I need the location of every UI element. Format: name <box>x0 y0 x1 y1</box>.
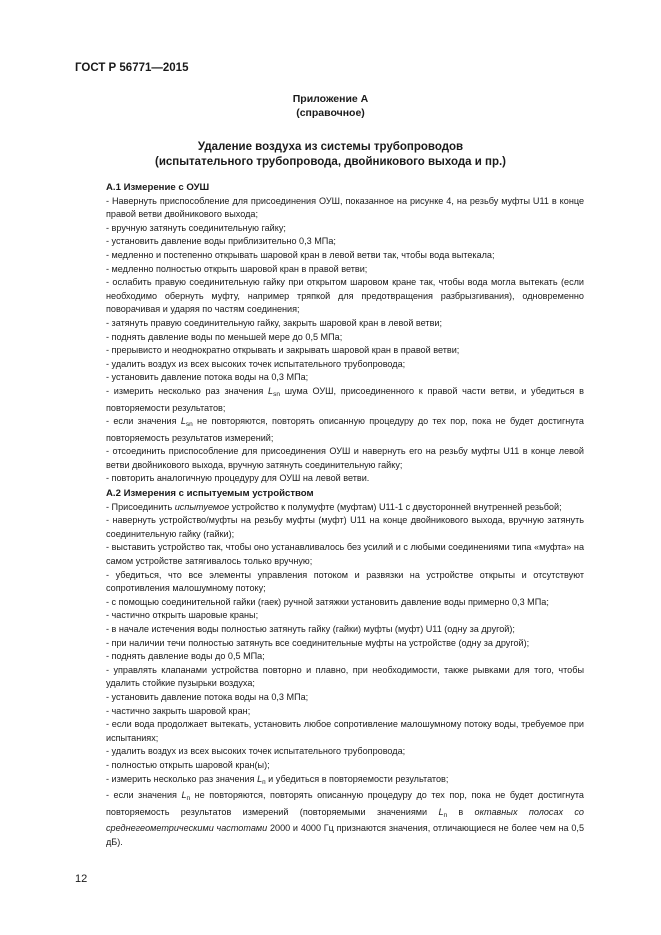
text-run: - Присоединить <box>106 501 175 512</box>
text-run: - измерить несколько раз значения <box>106 773 258 784</box>
symbol-l: L <box>257 773 263 784</box>
paragraph: - частично открыть шаровые краны; <box>106 610 259 621</box>
paragraph: - убедиться, что все элементы управления потоком и развязки на устройстве открыты и отсутствуют сопротивления малошумному потоку; <box>106 569 584 594</box>
paragraph <box>106 385 584 415</box>
paragraph: - с помощью соединительной гайки (гаек) ручной затяжки установить давление воды примерно 0,3 МПа; <box>106 596 549 607</box>
symbol-subscript: sn <box>185 421 193 429</box>
italic-term: испытуемое <box>174 501 230 512</box>
paragraph: - вручную затянуть соединительную гайку; <box>106 222 286 233</box>
page-number: 12 <box>75 873 88 885</box>
symbol-l: L <box>438 806 444 817</box>
text-run: в <box>447 806 475 817</box>
paragraph: - если вода продолжает вытекать, установить любое сопротивление малошумному потоку воды, требуемое при испытаниях; <box>106 719 584 743</box>
standard-header: ГОСТ Р 56771—2015 <box>75 62 189 74</box>
paragraph: - повторить аналогичную процедуру для ОУШ на левой ветви. <box>106 473 370 484</box>
paragraph: - навернуть устройство/муфты на резьбу муфты (муфт) U11 на конце двойникового выхода, вручную затянуть соединительную гайку (гайки); <box>106 515 584 539</box>
paragraph: - выставить устройство так, чтобы оно устанавливалось без усилий и с любыми соединениями типа «муфта» на самом устройстве затягивалось только вручную; <box>106 542 584 567</box>
paragraph: - в начале истечения воды полностью затянуть гайку (гайки) муфты (муфт) U11 (одну за другой); <box>106 624 515 634</box>
body-text <box>106 181 584 850</box>
heading-a1: А.1 Измерение с ОУШ <box>106 182 210 193</box>
paragraph: - установить давление потока воды на 0,3 МПа; <box>106 691 309 702</box>
section-title <box>0 140 661 170</box>
paragraph: - Навернуть приспособление для присоединения ОУШ, показанное на рисунке 4, на резьбу муфты U11 в конце правой ветви двойникового выхода; <box>106 195 584 220</box>
text-run: - если значения <box>106 790 182 801</box>
symbol-subscript: sn <box>273 390 280 398</box>
paragraph: - установить давление воды приблизительно 0,3 МПа; <box>106 236 336 247</box>
symbol-l: L <box>268 385 274 396</box>
text-run: не повторяются, повторять описанную процедуру до тех пор, пока не будет достигнута повторяемость результатов измерений (повторяемыми значениями <box>106 790 584 817</box>
italic-term: октавных полосах со среднегеометрическими частотами <box>106 806 584 834</box>
text-run: 2000 и 4000 Гц признаются значения, отличающиеся не более чем на 0,5 дБ). <box>106 823 585 847</box>
paragraph: - установить давление потока воды на 0,3 МПа; <box>106 372 309 383</box>
paragraph: - частично закрыть шаровой кран; <box>106 705 251 716</box>
paragraph <box>106 789 584 849</box>
paragraph: - управлять клапанами устройства повторно и плавно, при необходимости, также рывками для того, чтобы удалить стойкие пузырьки воздуха; <box>106 664 584 689</box>
text-run: и убедиться в повторяемости результатов; <box>265 773 449 784</box>
appendix-title: Приложение А <box>292 93 369 105</box>
title-line-1: Удаление воздуха из системы трубопроводов <box>197 141 464 153</box>
paragraph: - медленно и постепенно открывать шаровой кран в левой ветви так, чтобы вода вытекала; <box>106 249 495 260</box>
appendix-type: (справочное) <box>296 107 365 119</box>
paragraph <box>106 773 584 790</box>
paragraph: - удалить воздух из всех высоких точек испытательного трубопровода; <box>106 358 406 369</box>
paragraph: - при наличии течи полностью затянуть все соединительные муфты на устройстве (одну за другой); <box>106 637 530 648</box>
paragraph: - поднять давление воды по меньшей мере до 0,5 МПа; <box>106 331 343 342</box>
text-run: шума ОУШ, присоединенного к правой части ветви, и убедиться в повторяемости результатов; <box>106 385 584 413</box>
title-line-2: (испытательного трубопровода, двойникового выхода и пр.) <box>154 156 506 168</box>
symbol-subscript: п <box>186 795 191 803</box>
paragraph: - прерывисто и неоднократно открывать и закрывать шаровой кран в правой ветви; <box>106 345 460 356</box>
paragraph: - отсоединить приспособление для присоединения ОУШ и навернуть его на резьбу муфты U11 в конце левой ветви двойникового выхода, вручную затянуть соединительную гайку; <box>106 446 584 470</box>
text-run: устройство к полумуфте (муфтам) U11-1 с двусторонней внутренней резьбой; <box>229 501 562 512</box>
symbol-l: L <box>180 416 186 427</box>
appendix-label <box>0 92 661 120</box>
text-run: не повторяются, повторять описанную процедуру до тех пор, пока не будет достигнута повторяемость результатов измерений; <box>106 416 584 443</box>
symbol-subscript: п <box>443 811 448 819</box>
paragraph: - полностью открыть шаровой кран(ы); <box>106 759 270 770</box>
symbol-subscript: п <box>262 778 266 786</box>
paragraph: - удалить воздух из всех высоких точек испытательного трубопровода; <box>106 746 406 757</box>
text-run: - измерить несколько раз значения <box>106 385 269 396</box>
paragraph: - поднять давление воды до 0,5 МПа; <box>106 651 265 662</box>
paragraph: - затянуть правую соединительную гайку, закрыть шаровой кран в левой ветви; <box>106 317 443 328</box>
text-run: - если значения <box>106 416 181 427</box>
paragraph: - медленно полностью открыть шаровой кран в правой ветви; <box>106 263 368 274</box>
heading-a2: А.2 Измерения с испытуемым устройством <box>106 488 314 500</box>
paragraph: - ослабить правую соединительную гайку при открытом шаровом кране так, чтобы вода могла вытекать (если необходимо обернуть муфту, например тряпкой для предотвращения разбрызгивания), одновременно поворачивая и ударяя по частям соединения; <box>106 277 584 315</box>
paragraph <box>106 501 584 515</box>
symbol-l: L <box>181 790 187 801</box>
paragraph <box>106 415 584 445</box>
